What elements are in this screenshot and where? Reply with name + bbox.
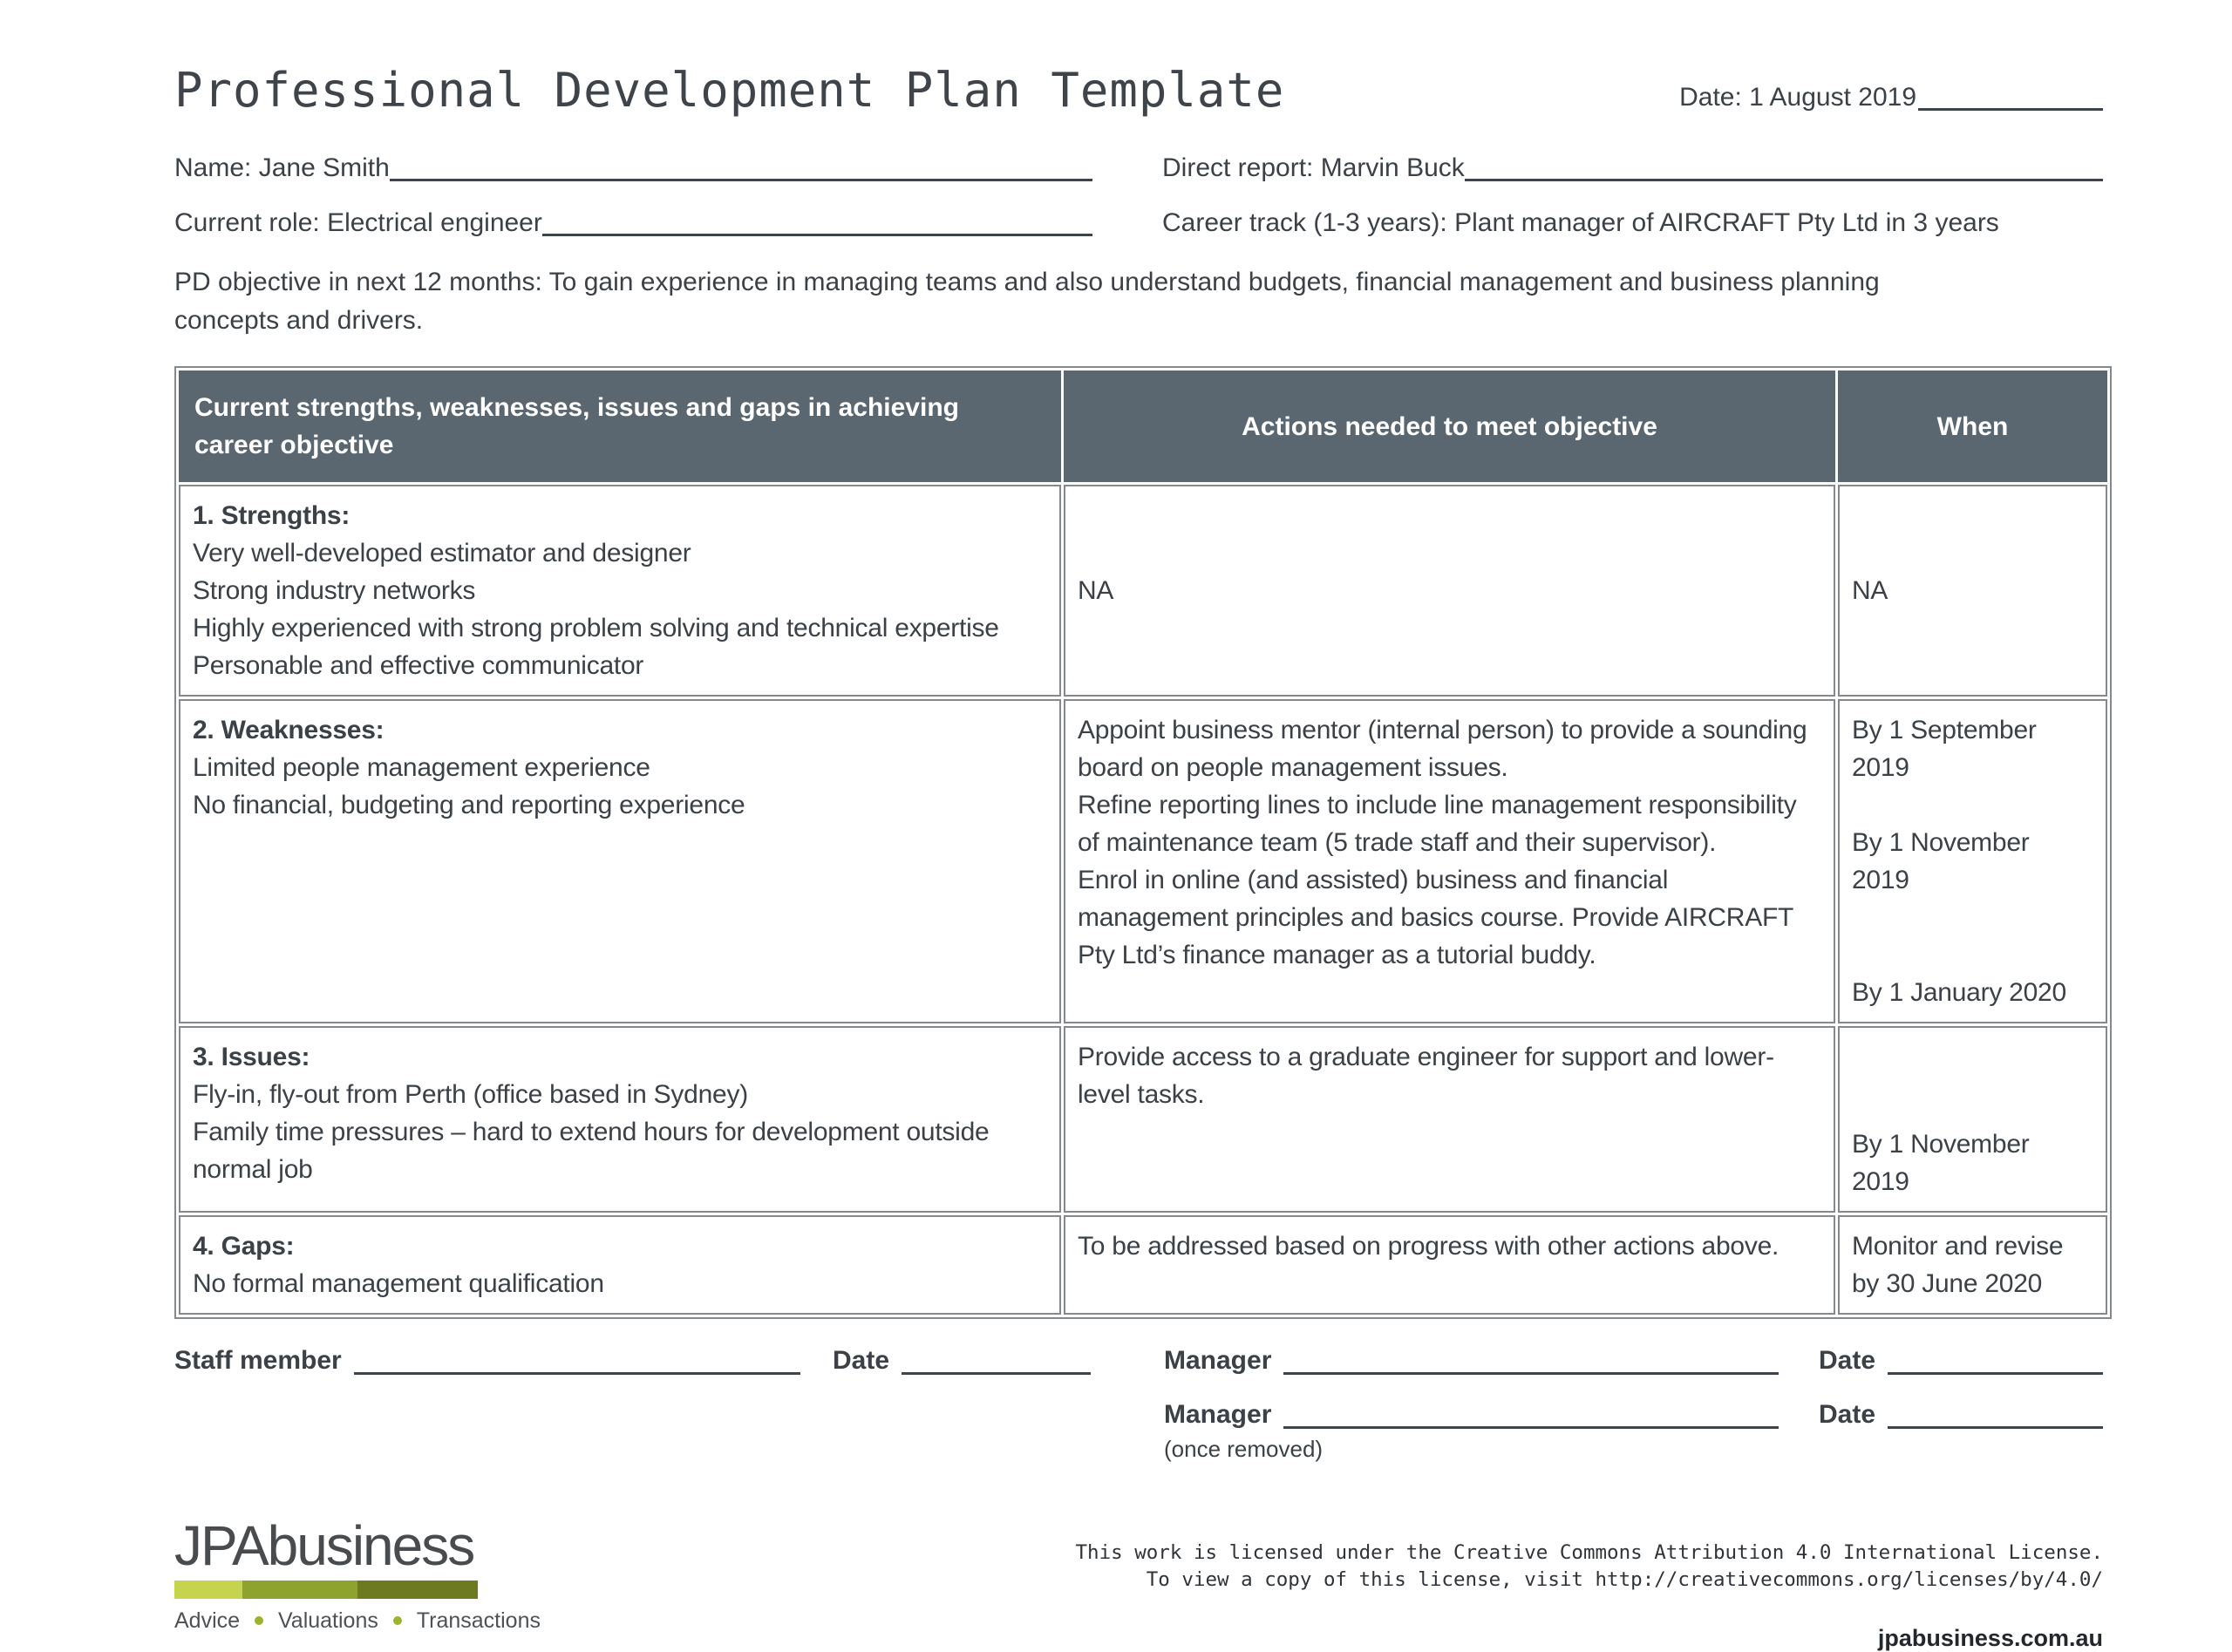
weaknesses-category-cell: [179, 699, 1061, 1023]
strengths-category-cell: [179, 485, 1061, 697]
logo-bar-segment: [174, 1581, 242, 1599]
weakness-item: Limited people management experience: [193, 753, 650, 783]
strength-item: Personable and effective communicator: [193, 651, 644, 681]
name-fill-line: [390, 179, 1092, 181]
staff-member-signature-field: [174, 1345, 800, 1377]
development-plan-table: [174, 366, 2112, 1319]
manager2-date-field: [1819, 1399, 2103, 1431]
career-track-field: [1162, 207, 2103, 239]
footer: [174, 1514, 2103, 1652]
column-header-strengths: Current strengths, weaknesses, issues and gaps in achieving career objective: [179, 371, 1061, 482]
table-row-issues: [179, 1026, 2107, 1213]
jpabusiness-logo: [174, 1514, 541, 1633]
staff-member-signature-line: [354, 1372, 800, 1375]
issues-category-cell: [179, 1026, 1061, 1213]
table-row-strengths: [179, 485, 2107, 697]
row-title: 2. Weaknesses:: [193, 716, 384, 745]
direct-report-field: [1162, 153, 2103, 184]
action-item: Provide access to a graduate engineer for support and lower-level tasks.: [1078, 1043, 1774, 1110]
table-header-row: [179, 371, 2107, 482]
logo-wordmark: JPAbusiness: [174, 1514, 474, 1578]
website-text: jpabusiness.com.au: [1877, 1625, 2103, 1652]
manager-date-line: [1888, 1372, 2103, 1375]
license-line-2: To view a copy of this license, visit http://creativecommons.org/licenses/by/4.0/: [1146, 1568, 2103, 1592]
when-cell: [1838, 485, 2107, 697]
actions-cell: [1064, 485, 1835, 697]
logo-tagline: [174, 1608, 541, 1634]
staff-date-field: [833, 1345, 1091, 1377]
strength-item: Very well-developed estimator and designer: [193, 539, 691, 568]
tagline-transactions: Transactions: [416, 1608, 541, 1633]
when-cell: [1838, 1026, 2107, 1213]
strength-item: Highly experienced with strong problem solving and technical expertise: [193, 614, 999, 643]
current-role-value: Current role: Electrical engineer: [174, 208, 542, 238]
manager2-date-line: [1888, 1426, 2103, 1429]
manager2-signature-field: [1164, 1399, 1779, 1431]
manager2-label: Manager: [1164, 1400, 1272, 1430]
when-item: By 1 September 2019: [1852, 716, 2037, 783]
logo-bar-segment: [242, 1581, 357, 1599]
actions-cell: [1064, 1215, 1835, 1315]
logo-bar-segment: [357, 1581, 478, 1599]
date-field: [1679, 83, 2103, 116]
column-header-when: When: [1838, 371, 2107, 482]
staff-member-label: Staff member: [174, 1346, 342, 1376]
info-section: [174, 153, 2103, 239]
issue-item: Fly-in, fly-out from Perth (office based in Sydney): [193, 1080, 748, 1110]
date-label: Date: [833, 1346, 890, 1376]
actions-cell: [1064, 699, 1835, 1023]
action-item: Appoint business mentor (internal person) to provide a sounding board on people management issues.: [1078, 716, 1807, 783]
license-block: [1075, 1517, 2103, 1652]
bullet-dot-icon: [255, 1616, 263, 1625]
current-role-fill-line: [542, 234, 1092, 236]
issue-item: Family time pressures – hard to extend hours for development outside normal job: [193, 1118, 990, 1185]
once-removed-note: (once removed): [1164, 1436, 1324, 1463]
when-cell: [1838, 1215, 2107, 1315]
manager-signature-line: [1283, 1372, 1779, 1375]
when-item: Monitor and revise by 30 June 2020: [1852, 1232, 2064, 1299]
gap-item: No formal management qualification: [193, 1269, 604, 1299]
action-item: Refine reporting lines to include line management responsibility of maintenance team (5 trade staff and their supervisor).: [1078, 791, 1797, 858]
action-item: Enrol in online (and assisted) business and financial management principles and basics course. Provide AIRCRAFT Pty Ltd’s finance manager as a tutorial buddy.: [1078, 866, 1793, 970]
direct-report-fill-line: [1465, 179, 2103, 181]
name-field: [174, 153, 1162, 184]
actions-cell: [1064, 1026, 1835, 1213]
row-title: 4. Gaps:: [193, 1232, 295, 1261]
action-item: To be addressed based on progress with other actions above.: [1078, 1232, 1779, 1261]
tagline-valuations: Valuations: [277, 1608, 378, 1633]
weakness-item: No financial, budgeting and reporting experience: [193, 791, 745, 820]
date-fill-line: [1918, 108, 2103, 111]
column-header-actions: Actions needed to meet objective: [1064, 371, 1835, 482]
page-title: Professional Development Plan Template: [174, 63, 1285, 118]
gaps-category-cell: [179, 1215, 1061, 1315]
manager-signature-field: [1164, 1345, 1779, 1377]
career-track-value: Career track (1-3 years): Plant manager of AIRCRAFT Pty Ltd in 3 years: [1162, 208, 1999, 238]
signature-section: [174, 1345, 2103, 1463]
table-row-weaknesses: [179, 699, 2107, 1023]
current-role-field: [174, 207, 1162, 239]
document-page: [174, 0, 2103, 1652]
staff-date-line: [902, 1372, 1091, 1375]
date-label: Date: 1 August 2019: [1679, 83, 1916, 112]
date-label: Date: [1819, 1400, 1876, 1430]
row-title: 3. Issues:: [193, 1043, 310, 1072]
strength-item: Strong industry networks: [193, 576, 476, 606]
bullet-dot-icon: [393, 1616, 402, 1625]
when-item: By 1 November 2019: [1852, 1130, 2030, 1197]
when-item: By 1 November 2019: [1852, 828, 2030, 895]
date-label: Date: [1819, 1346, 1876, 1376]
when-item: NA: [1852, 576, 1888, 606]
manager-date-field: [1819, 1345, 2103, 1377]
manager2-signature-line: [1283, 1426, 1779, 1429]
logo-color-bar: [174, 1581, 478, 1599]
name-value: Name: Jane Smith: [174, 153, 390, 183]
title-row: [174, 65, 2103, 116]
row-title: 1. Strengths:: [193, 501, 350, 531]
action-item: NA: [1078, 576, 1114, 606]
when-cell: [1838, 699, 2107, 1023]
license-line-1: This work is licensed under the Creative Commons Attribution 4.0 International License.: [1075, 1541, 2103, 1565]
when-item: By 1 January 2020: [1852, 978, 2066, 1008]
direct-report-value: Direct report: Marvin Buck: [1162, 153, 1465, 183]
manager-label: Manager: [1164, 1346, 1272, 1376]
table-row-gaps: [179, 1215, 2107, 1315]
pd-objective-text: PD objective in next 12 months: To gain experience in managing teams and also understand budgets, financial management and business planning concepts and drivers.: [174, 268, 1880, 336]
tagline-advice: Advice: [174, 1608, 241, 1633]
